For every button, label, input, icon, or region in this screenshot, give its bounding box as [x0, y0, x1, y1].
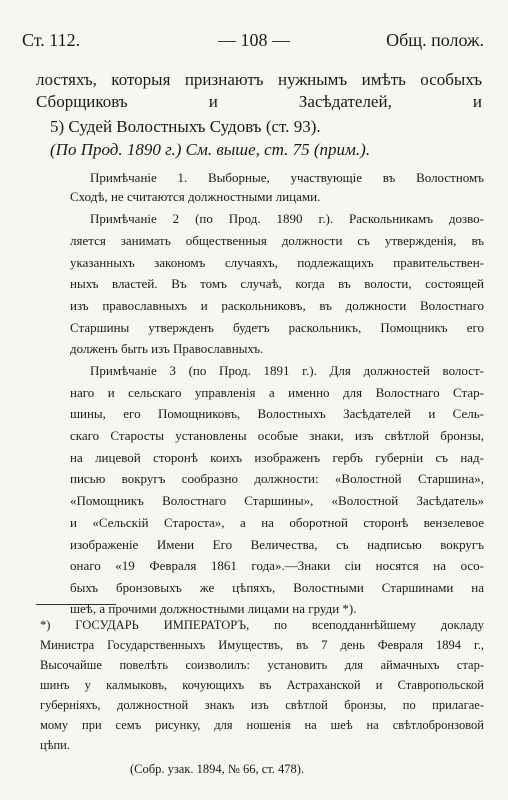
footnote-line: губерніяхъ, должностной знакъ изъ свѣтлой бронзы, по прилагае- [40, 698, 484, 712]
footnote-citation: (Собр. узак. 1894, № 66, ст. 478). [130, 762, 305, 776]
footnote-line: Высочайше повелѣть соизволилъ: установить для аймачныхъ стар- [40, 658, 484, 672]
note-line: Сходѣ, не считаются должностными лицами. [70, 189, 321, 204]
note-line: Старшины утвержденъ будетъ раскольникъ, Помощникъ его [70, 320, 484, 335]
body-line: лостяхъ, которыя признаютъ нужнымъ имѣть особыхъ [36, 70, 482, 89]
note-line: на лицевой сторонѣ коихъ изображенъ гербъ губерніи съ над- [70, 450, 484, 465]
footnote-line: цѣпи. [40, 738, 70, 752]
body-line-reference: (По Прод. 1890 г.) См. выше, ст. 75 (прим.). [50, 140, 371, 159]
footnote-line: *) ГОСУДАРЬ ИМПЕРАТОРЪ, по всеподданнѣйшему докладу [40, 618, 484, 632]
note-line: наго и сельскаго управленія а именно для Волостнаго Стар- [70, 385, 484, 400]
note-line: быхъ бронзовыхъ же цѣпяхъ, Волостными Старшинами на [70, 580, 484, 595]
note-line: изображеніе Имени Его Величества, съ надписью вокругъ [70, 537, 484, 552]
note-line: изъ православныхъ и раскольниковъ, въ должности Волостнаго [70, 298, 484, 313]
footnote-separator [36, 604, 116, 605]
note-line: писью вокругъ сообразно должности: «Волостной Старшина», [70, 471, 484, 486]
note-line: шины, его Помощниковъ, Волостныхъ Засѣдателей и Сель- [70, 406, 484, 421]
note-line: скаго Старосты установлены особые знаки, изъ свѣтлой бронзы, [70, 428, 484, 443]
footnote-line: шинъ у калмыковъ, кочующихъ въ Астраханской и Ставропольской [40, 678, 484, 692]
note-line: Примѣчаніе 1. Выборные, участвующіе въ Волостномъ [90, 170, 484, 185]
footnote-line: мому при семъ рисунку, для ношенія на шеѣ на свѣтлобронзовой [40, 718, 484, 732]
footnote-line: Министра Государственныхъ Имуществъ, въ 7 день Февраля 1894 г., [40, 638, 484, 652]
note-line: и «Сельскій Староста», а на оборотной сторонѣ вензелевое [70, 515, 484, 530]
note-line: ныхъ властей. Въ томъ случаѣ, когда въ волости, состоящей [70, 276, 484, 291]
section-title: Общ. полож. [386, 30, 484, 50]
note-line: Примѣчаніе 3 (по Прод. 1891 г.). Для должностей волост- [90, 363, 484, 378]
note-line: «Помощникъ Волостнаго Старшины», «Волостной Засѣдатель» [70, 493, 484, 508]
body-line: Сборщиковъ и Засѣдателей, и [36, 92, 482, 111]
note-line: онаго «19 Февраля 1861 года».—Знаки сіи носятся на осо- [70, 558, 484, 573]
body-line: 5) Судей Волостныхъ Судовъ (ст. 93). [50, 117, 321, 136]
page-number: — 108 — [218, 30, 290, 50]
note-line: ляется занимать общественныя должности съ утвержденія, въ [70, 233, 484, 248]
article-number: Ст. 112. [22, 30, 81, 50]
note-line: шеѣ, а прочими должностными лицами на груди *). [70, 601, 357, 616]
note-line: указанныхъ закономъ случаяхъ, подлежащихъ правительствен- [70, 255, 484, 270]
note-line: Примѣчаніе 2 (по Прод. 1890 г.). Раскольникамъ дозво- [90, 211, 484, 226]
note-line: долженъ быть изъ Православныхъ. [70, 341, 264, 356]
